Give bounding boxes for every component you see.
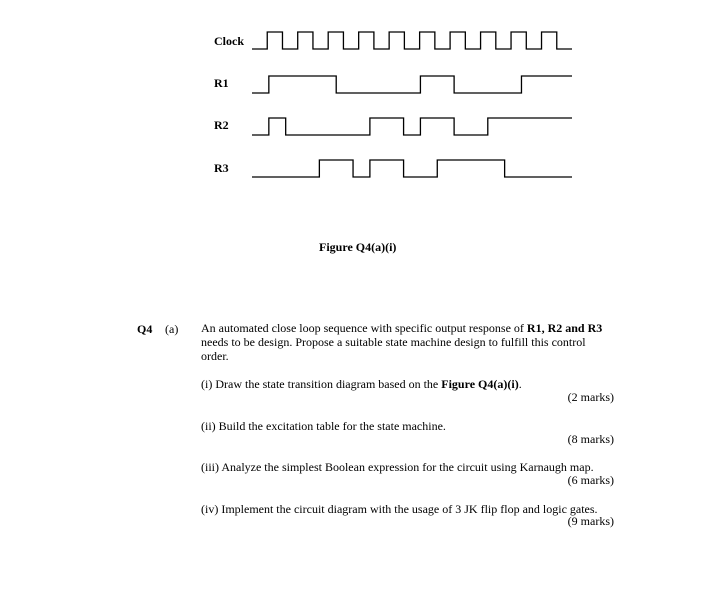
item-iii-marks: (6 marks) <box>567 473 614 487</box>
intro-line2: needs to be design. Propose a suitable state machine design to fulfill this control <box>201 335 586 349</box>
item-i <box>201 377 522 392</box>
item-iv-marks: (9 marks) <box>567 514 614 528</box>
timing-diagram <box>0 0 726 200</box>
waveform-plot <box>0 0 726 200</box>
item-ii: (ii) Build the excitation table for the state machine. <box>201 419 446 433</box>
r1-label: R1 <box>214 76 229 90</box>
item-iii: (iii) Analyze the simplest Boolean expression for the circuit using Karnaugh map. <box>201 460 594 474</box>
waveform-r1 <box>252 76 572 93</box>
question-intro <box>201 321 611 363</box>
r2-label: R2 <box>214 118 229 132</box>
question-number: Q4 <box>137 322 153 336</box>
waveform-r2 <box>252 118 572 135</box>
figure-caption: Figure Q4(a)(i) <box>319 240 397 254</box>
item-i-prefix: (i) Draw the state transition diagram based on the <box>201 377 442 391</box>
question-part: (a) <box>165 322 179 336</box>
waveform-r3 <box>252 160 572 177</box>
waveform-clock <box>252 32 572 49</box>
intro-bold: R1, R2 and R3 <box>526 321 603 335</box>
item-i-bold: Figure Q4(a)(i) <box>441 377 519 391</box>
clock-label: Clock <box>214 34 244 48</box>
item-ii-marks: (8 marks) <box>567 432 614 446</box>
item-iv: (iv) Implement the circuit diagram with the usage of 3 JK flip flop and logic gates. <box>201 502 598 516</box>
item-i-suffix: . <box>518 377 522 391</box>
intro-prefix: An automated close loop sequence with specific output response of <box>201 321 527 335</box>
r3-label: R3 <box>214 161 229 175</box>
item-i-marks: (2 marks) <box>567 390 614 404</box>
intro-line3: order. <box>201 349 229 363</box>
